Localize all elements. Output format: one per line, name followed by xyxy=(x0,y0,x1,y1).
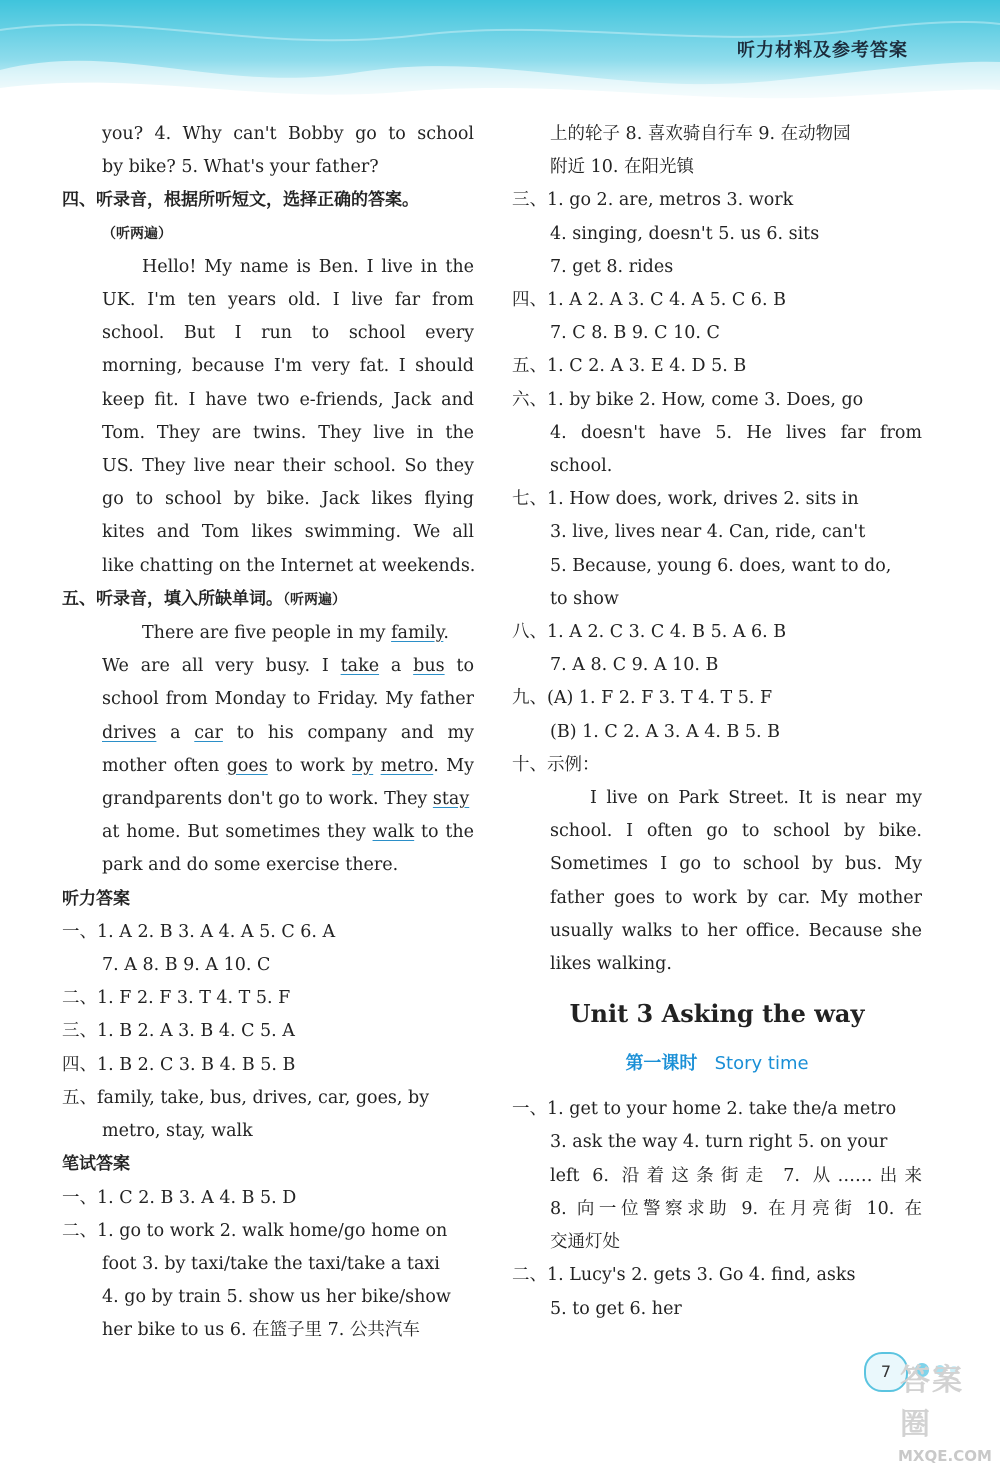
answer-line: her bike to us 6. 在篮子里 7. 公共汽车 xyxy=(102,1320,420,1341)
answer-line: 交通灯处 xyxy=(550,1232,620,1253)
blank-word: goes xyxy=(226,755,268,776)
question-continuation-line: by bike? 5. What's your father? xyxy=(102,157,379,178)
passage-line: US. They live near their school. So they xyxy=(102,456,474,477)
section-four-title: 四、听录音，根据所听短文，选择正确的答案。 xyxy=(62,190,419,211)
answer-line: 4. singing, doesn't 5. us 6. sits xyxy=(550,223,820,244)
answer-line: 五、family, take, bus, drives, car, goes, by xyxy=(62,1087,430,1108)
page-header-banner xyxy=(0,0,1000,110)
answer-line: 4. go by train 5. show us her bike/show xyxy=(102,1287,451,1308)
passage-ben xyxy=(62,251,474,583)
example-line: school. I often go to school by bike. xyxy=(550,821,922,842)
answer-line: 7. A 8. C 9. A 10. B xyxy=(550,655,719,676)
example-line: usually walks to her office. Because she xyxy=(550,920,922,941)
example-line: Sometimes I go to school by bus. My xyxy=(550,854,922,875)
answer-line: 五、1. C 2. A 3. E 4. D 5. B xyxy=(512,356,747,377)
watermark-logo: 答案圈 xyxy=(900,1363,964,1442)
passage-line: UK. I'm ten years old. I live far from xyxy=(102,290,474,311)
answer-line: 8. 向一位警察求助 9. 在月亮街 10. 在 xyxy=(550,1198,922,1219)
passage-line: grandparents don't go to work. They stay xyxy=(102,789,470,810)
question-continuation-line: you? 4. Why can't Bobby go to school xyxy=(102,124,474,144)
answer-line: (B) 1. C 2. A 3. A 4. B 5. B xyxy=(550,721,781,742)
answer-line: 九、(A) 1. F 2. F 3. T 4. T 5. F xyxy=(512,688,773,709)
section-four-note: （听两遍） xyxy=(102,225,172,242)
answer-line: 4. doesn't have 5. He lives far from xyxy=(550,422,922,443)
passage-line: Tom. They are twins. They live in the xyxy=(102,422,474,443)
answer-line: 3. ask the way 4. turn right 5. on your xyxy=(550,1132,888,1153)
passage-family xyxy=(62,617,474,883)
answer-line: 七、1. How does, work, drives 2. sits in xyxy=(512,489,859,510)
blank-word: metro xyxy=(380,755,434,776)
answer-line: 一、1. get to your home 2. take the/a metro xyxy=(512,1099,897,1120)
answer-line: school. xyxy=(550,456,613,477)
answer-line: 5. to get 6. her xyxy=(550,1298,682,1319)
written-answers-title: 笔试答案 xyxy=(62,1154,130,1175)
answer-line: 十、示例： xyxy=(512,754,600,775)
answer-line: left 6. 沿着这条街走 7. 从……出来 xyxy=(550,1165,922,1186)
passage-line: at home. But sometimes they walk to the xyxy=(102,822,475,843)
passage-line: Hello! My name is Ben. I live in the xyxy=(142,256,474,277)
passage-line: like chatting on the Internet at weekends. xyxy=(102,555,476,576)
example-line: likes walking. xyxy=(550,954,672,975)
answer-line: 八、1. A 2. C 3. C 4. B 5. A 6. B xyxy=(512,622,787,643)
example-line: father goes to work by car. My mother xyxy=(550,887,922,908)
answer-line: 7. get 8. rides xyxy=(550,256,674,277)
blank-word: stay xyxy=(432,789,470,810)
blank-word: walk xyxy=(372,822,415,843)
passage-line: keep fit. I have two e-friends, Jack and xyxy=(102,389,474,410)
blank-word: drives xyxy=(102,722,157,743)
watermark xyxy=(880,1355,995,1465)
answer-line: 二、1. Lucy's 2. gets 3. Go 4. find, asks xyxy=(512,1265,856,1286)
right-column xyxy=(512,118,922,1326)
passage-line: school. But I run to school every xyxy=(102,323,474,344)
answer-line: 一、1. A 2. B 3. A 4. A 5. C 6. A xyxy=(62,921,336,942)
answer-line: 四、1. A 2. A 3. C 4. A 5. C 6. B xyxy=(512,290,786,311)
passage-line: drives a car to his company and my xyxy=(102,722,474,743)
answer-line: 附近 10. 在阳光镇 xyxy=(550,157,694,178)
blank-word: by xyxy=(352,755,374,776)
passage-line: We are all very busy. I take a bus to xyxy=(102,656,474,677)
listening-answers-title: 听力答案 xyxy=(62,888,130,909)
answer-line: 一、1. C 2. B 3. A 4. B 5. D xyxy=(62,1187,297,1208)
answer-line: foot 3. by taxi/take the taxi/take a taxi xyxy=(102,1253,440,1274)
answer-line: 三、1. B 2. A 3. B 4. C 5. A xyxy=(62,1021,295,1042)
passage-line: There are five people in my family. xyxy=(142,623,449,644)
passage-line: go to school by bike. Jack likes flying xyxy=(102,489,474,510)
answer-line: 5. Because, young 6. does, want to do, xyxy=(550,555,892,576)
passage-line: mother often goes to work by metro. My xyxy=(102,755,474,776)
answer-line: 7. A 8. B 9. A 10. C xyxy=(102,955,271,976)
passage-line: kites and Tom likes swimming. We all xyxy=(102,522,474,543)
answer-line: 3. live, lives near 4. Can, ride, can't xyxy=(550,522,866,543)
header-title: 听力材料及参考答案 xyxy=(737,40,908,61)
answer-line: 三、1. go 2. are, metros 3. work xyxy=(512,190,794,211)
blank-word: car xyxy=(194,722,223,743)
answer-line: metro, stay, walk xyxy=(102,1121,253,1142)
watermark-url: MXQE.COM xyxy=(898,1447,992,1465)
section-five-title: 五、听录音，填入所缺单词。（听两遍） xyxy=(62,588,346,609)
unit-title: Unit 3 Asking the way xyxy=(569,999,865,1029)
answer-line: to show xyxy=(550,588,619,609)
left-column xyxy=(62,118,474,1348)
passage-line: morning, because I'm very fat. I should xyxy=(102,356,474,377)
lesson-title: 第一课时 Story time xyxy=(625,1053,809,1075)
answer-line: 四、1. B 2. C 3. B 4. B 5. B xyxy=(62,1054,296,1075)
page-number: 7 xyxy=(864,1352,908,1392)
example-paragraph xyxy=(512,782,922,981)
blank-word: family xyxy=(391,623,444,644)
example-line: I live on Park Street. It is near my xyxy=(590,788,922,809)
blank-word: bus xyxy=(413,656,445,677)
answer-line: 上的轮子 8. 喜欢骑自行车 9. 在动物园 xyxy=(550,124,851,144)
passage-line: school from Monday to Friday. My father xyxy=(102,689,474,710)
answer-line: 二、1. go to work 2. walk home/go home on xyxy=(62,1220,448,1241)
blank-word: take xyxy=(340,656,380,677)
answer-line: 7. C 8. B 9. C 10. C xyxy=(550,323,720,344)
answer-line: 六、1. by bike 2. How, come 3. Does, go xyxy=(512,389,864,410)
answer-line: 二、1. F 2. F 3. T 4. T 5. F xyxy=(62,988,291,1009)
passage-line: park and do some exercise there. xyxy=(102,855,399,876)
